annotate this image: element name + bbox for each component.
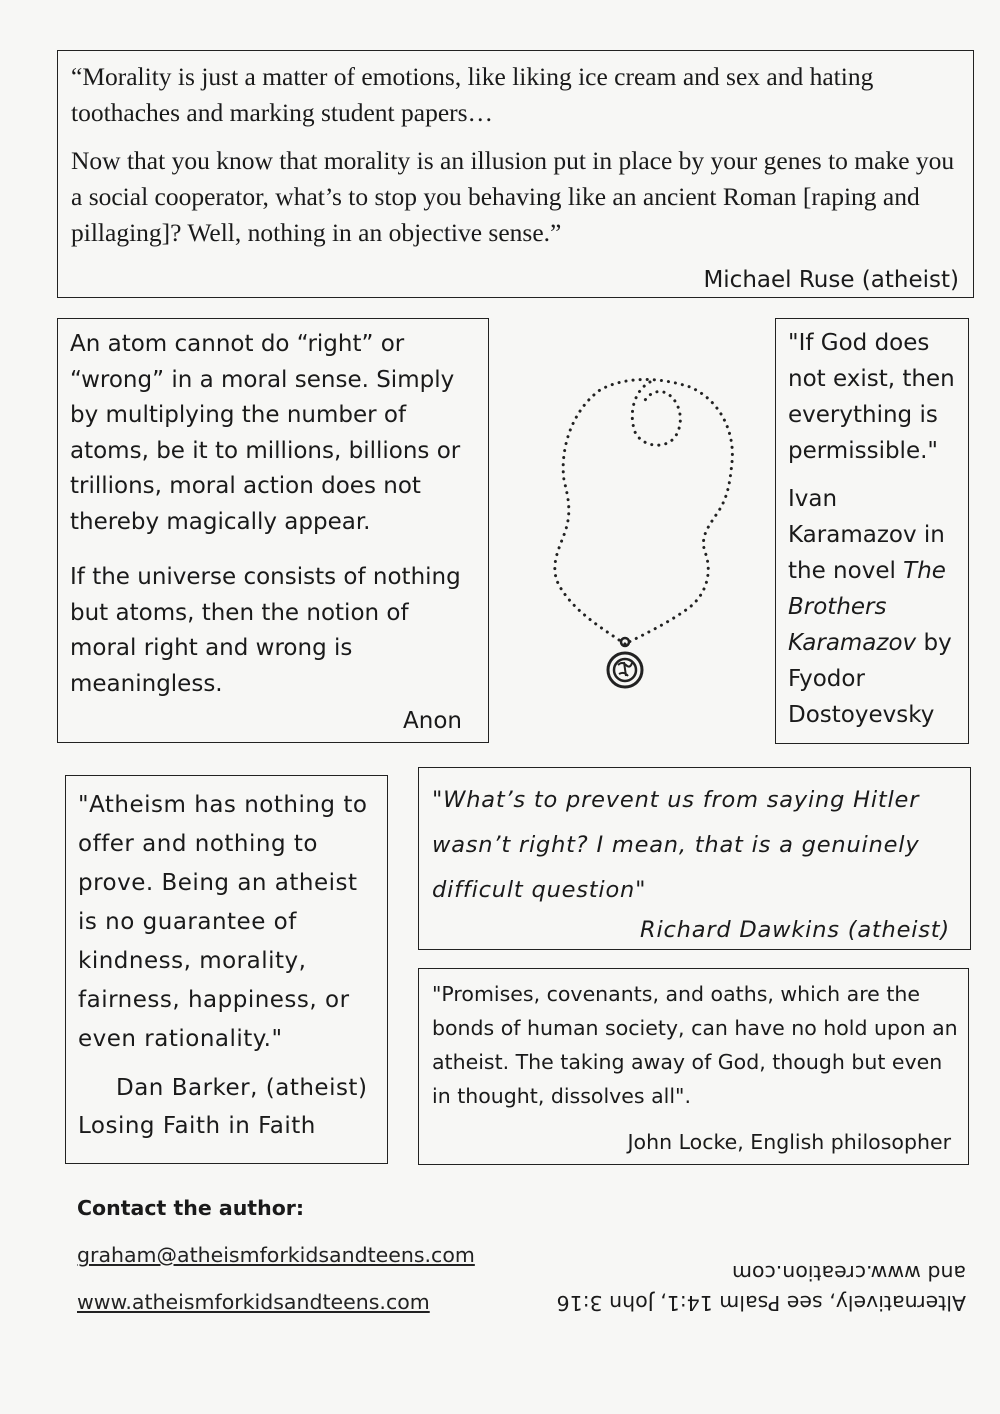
barker-quote: "Atheism has nothing to offer and nothing to prove. Being an atheist is no guarantee of kindness, morality, fairness, happiness, or even rationality."	[78, 792, 368, 1052]
necklace-with-globe-pendant-icon	[540, 372, 740, 702]
barker-quote-box	[65, 775, 388, 1164]
anon-paragraph-2: If the universe consists of nothing but atoms, then the notion of moral right and wrong is meaningless.	[70, 564, 461, 697]
dawkins-quote: "What’s to prevent us from saying Hitler wasn’t right? I mean, that is a genuinely difficult question"	[432, 787, 920, 903]
author-email-link[interactable]: graham@atheismforkidsandteens.com	[77, 1243, 475, 1267]
dawkins-attribution: Richard Dawkins (atheist)	[640, 917, 950, 943]
contact-heading: Contact the author:	[77, 1196, 305, 1220]
locke-attribution: John Locke, English philosopher	[627, 1130, 951, 1154]
anon-attribution: Anon	[403, 708, 462, 734]
upside-down-note	[536, 1258, 966, 1318]
ivan-attribution-prefix: Ivan Karamazov in the novel	[788, 486, 945, 584]
upside-down-line-1: Alternatively, see Psalm 14:1, John 3:16	[556, 1291, 966, 1315]
barker-book-title: Losing Faith in Faith	[78, 1113, 316, 1139]
ruse-attribution: Michael Ruse (atheist)	[703, 267, 959, 293]
anon-quote-box	[57, 318, 489, 743]
ivan-quote-box	[775, 318, 969, 744]
ivan-quote: "If God does not exist, then everything is permissible."	[788, 330, 955, 464]
locke-quote-box	[418, 968, 969, 1165]
ivan-attribution	[788, 481, 960, 733]
anon-paragraph-1: An atom cannot do “right” or “wrong” in a moral sense. Simply by multiplying the number of atoms, be it to millions, billions or trillions, moral action does not thereby magically appear.	[70, 331, 461, 535]
ruse-quote-part2: Now that you know that morality is an illusion put in place by your genes to make you a social cooperator, what’s to stop you behaving like an ancient Roman [raping and pillaging]? Well, nothing in an objective sense.”	[71, 146, 955, 247]
author-website-link[interactable]: www.atheismforkidsandteens.com	[77, 1290, 430, 1314]
ivan-book-title: The Brothers Karamazov	[788, 558, 946, 656]
ruse-quote-part1: “Morality is just a matter of emotions, like liking ice cream and sex and hating toothaches and marking student papers…	[71, 62, 874, 127]
upside-down-line-2: and www.creation.com	[731, 1261, 966, 1285]
barker-attribution: Dan Barker, (atheist)	[116, 1075, 368, 1101]
ivan-attribution-suffix: by Fyodor Dostoyevsky	[788, 630, 952, 728]
ruse-quote-box	[57, 50, 974, 298]
locke-quote: "Promises, covenants, and oaths, which are the bonds of human society, can have no hold upon an atheist. The taking away of God, though but even in thought, dissolves all".	[432, 982, 958, 1108]
dawkins-quote-box	[418, 767, 971, 950]
